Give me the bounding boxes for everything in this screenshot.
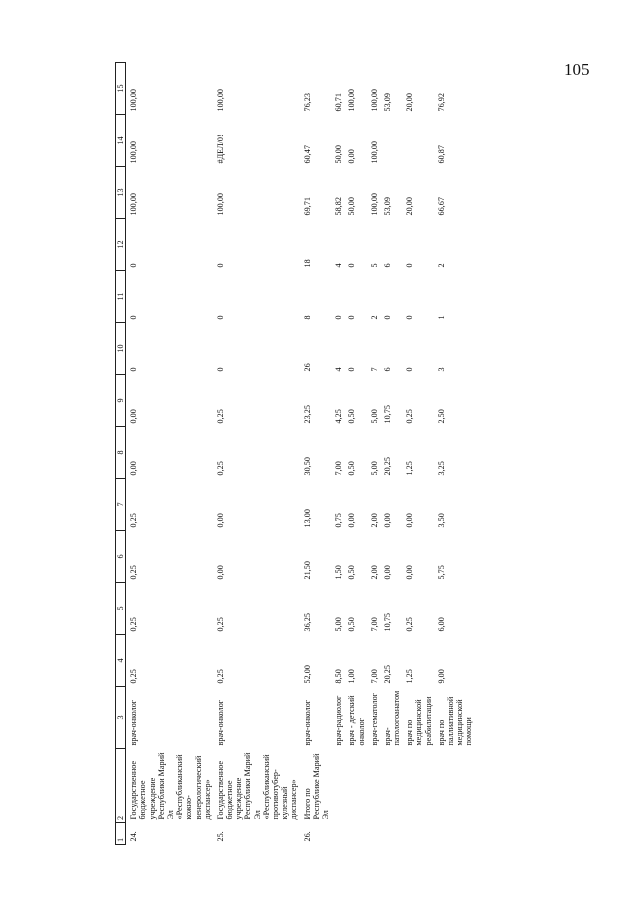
value-cell: 21,50 — [302, 561, 312, 580]
value-cell: 7,00 — [369, 669, 379, 684]
specialty-cell: врач по паллиативной медицинской помощи — [436, 696, 474, 746]
value-cell: 60,47 — [302, 145, 312, 164]
value-cell: 52,00 — [302, 665, 312, 684]
value-cell: 0,25 — [129, 669, 139, 684]
table-row — [402, 63, 434, 845]
value-cell: 0,25 — [215, 617, 225, 632]
table-row — [380, 63, 402, 845]
table-body — [126, 63, 475, 845]
header-cell: 6 — [116, 531, 126, 583]
value-cell: 20,25 — [382, 665, 392, 684]
organization-cell — [380, 749, 402, 823]
value-cell: 0,00 — [129, 409, 139, 424]
header-cell: 4 — [116, 635, 126, 687]
value-cell: 0,50 — [347, 409, 357, 424]
value-cell: 0,00 — [382, 565, 392, 580]
value-cell: 100,00 — [129, 192, 139, 216]
value-cell: 8 — [302, 315, 312, 320]
table-header-row — [116, 63, 126, 845]
value-cell — [402, 115, 434, 167]
value-cell: 76,23 — [302, 93, 312, 112]
value-cell: 100,00 — [215, 192, 225, 216]
value-cell: 5,75 — [436, 565, 446, 580]
organization-cell: Государственное бюджетное учреждение Республики Марий Эл «Республиканский противотубер-кулезный диспансер» — [215, 752, 299, 820]
value-cell: 0,50 — [347, 461, 357, 476]
value-cell: 10,75 — [382, 613, 392, 632]
value-cell: 100,00 — [369, 192, 379, 216]
value-cell: 1,50 — [334, 565, 344, 580]
value-cell: 0,00 — [405, 565, 415, 580]
value-cell: 53,09 — [382, 197, 392, 216]
value-cell: 13,00 — [302, 509, 312, 528]
row-number-cell — [380, 823, 402, 845]
value-cell: 0,25 — [405, 617, 415, 632]
value-cell: 0 — [215, 367, 225, 372]
value-cell: 5,00 — [369, 409, 379, 424]
value-cell: 5 — [369, 263, 379, 268]
value-cell: 100,00 — [215, 88, 225, 112]
row-number-cell — [331, 823, 344, 845]
value-cell — [380, 115, 402, 167]
value-cell: 18 — [302, 259, 312, 268]
value-cell: 10,75 — [382, 405, 392, 424]
value-cell: 2 — [436, 263, 446, 268]
value-cell: 0 — [129, 315, 139, 320]
value-cell: 0,25 — [129, 617, 139, 632]
value-cell: 20,00 — [405, 197, 415, 216]
value-cell: 0,50 — [347, 617, 357, 632]
staffing-table — [115, 62, 475, 845]
header-cell: 7 — [116, 479, 126, 531]
value-cell: 8,50 — [334, 669, 344, 684]
row-number-cell: 25. — [215, 831, 225, 842]
value-cell: 30,50 — [302, 457, 312, 476]
table-row — [213, 63, 300, 845]
value-cell: 0,75 — [334, 513, 344, 528]
value-cell: 26 — [302, 363, 312, 372]
value-cell: 0 — [129, 367, 139, 372]
value-cell: 0,50 — [347, 565, 357, 580]
header-cell: 13 — [116, 167, 126, 219]
value-cell: 0,25 — [129, 513, 139, 528]
value-cell: 0,25 — [129, 565, 139, 580]
organization-cell: Государственное бюджетное учреждение Республики Марий Эл «Республиканский кожно-венерологический диспансер» — [129, 752, 212, 820]
header-cell: 10 — [116, 323, 126, 375]
value-cell: 100,00 — [129, 140, 139, 164]
value-cell: 0,00 — [347, 513, 357, 528]
organization-cell — [344, 749, 366, 823]
specialty-cell: врач-патологоанатом — [382, 690, 402, 746]
value-cell: 0,00 — [215, 565, 225, 580]
value-cell: 2,50 — [436, 409, 446, 424]
specialty-cell: врач по медицинской реабилитации — [405, 696, 433, 746]
value-cell: 0,00 — [129, 461, 139, 476]
value-cell: 0 — [215, 315, 225, 320]
value-cell: 100,00 — [129, 88, 139, 112]
header-cell: 2 — [116, 749, 126, 823]
value-cell: 0,00 — [215, 513, 225, 528]
organization-cell — [434, 749, 475, 823]
value-cell: 0 — [334, 315, 344, 320]
table-row — [344, 63, 366, 845]
value-cell: 23,25 — [302, 405, 312, 424]
value-cell: 100,00 — [369, 140, 379, 164]
value-cell: 0 — [347, 367, 357, 372]
value-cell: 66,67 — [436, 197, 446, 216]
value-cell: 76,92 — [436, 93, 446, 112]
organization-cell — [367, 749, 380, 823]
row-number-cell: 26. — [302, 831, 312, 842]
value-cell: 60,87 — [436, 145, 446, 164]
organization-cell: Итого по Республике Марий Эл — [302, 753, 330, 820]
header-cell: 11 — [116, 271, 126, 323]
value-cell: 0,25 — [215, 461, 225, 476]
row-number-cell — [402, 823, 434, 845]
value-cell: 4 — [334, 367, 344, 372]
value-cell: 3 — [436, 367, 446, 372]
value-cell: 0,00 — [382, 513, 392, 528]
value-cell: 0,00 — [347, 149, 357, 164]
organization-cell — [402, 749, 434, 823]
value-cell: 4,25 — [334, 409, 344, 424]
value-cell: 6 — [382, 367, 392, 372]
value-cell: 6 — [382, 263, 392, 268]
rotated-table-container — [115, 63, 510, 845]
value-cell: 0 — [405, 315, 415, 320]
value-cell: 0,25 — [215, 669, 225, 684]
value-cell: 3,25 — [436, 461, 446, 476]
header-cell: 5 — [116, 583, 126, 635]
row-number-cell — [367, 823, 380, 845]
value-cell: 0 — [405, 367, 415, 372]
specialty-cell: врач-онколог — [302, 699, 312, 746]
header-cell: 14 — [116, 115, 126, 167]
value-cell: 4 — [334, 263, 344, 268]
specialty-cell: врач-онколог — [215, 699, 225, 746]
row-number-cell: 24. — [129, 831, 139, 842]
table-row — [331, 63, 344, 845]
value-cell: 0 — [347, 263, 357, 268]
value-cell: 100,00 — [369, 88, 379, 112]
value-cell: 1,25 — [405, 669, 415, 684]
organization-cell — [331, 749, 344, 823]
value-cell: 1 — [436, 315, 446, 320]
value-cell: 50,00 — [347, 197, 357, 216]
specialty-cell: врач-гематолог — [369, 692, 379, 746]
row-number-cell — [344, 823, 366, 845]
value-cell: 36,25 — [302, 613, 312, 632]
value-cell: 7 — [369, 367, 379, 372]
value-cell: 3,50 — [436, 513, 446, 528]
value-cell: 7,00 — [369, 617, 379, 632]
value-cell: 100,00 — [347, 88, 357, 112]
specialty-cell: врач - детский онколог — [347, 695, 366, 746]
header-cell: 3 — [116, 687, 126, 749]
value-cell: 0 — [215, 263, 225, 268]
header-cell: 15 — [116, 63, 126, 115]
specialty-cell: врач-радиолог — [334, 695, 344, 746]
row-number-cell — [434, 823, 475, 845]
page-number: 105 — [564, 60, 590, 79]
value-cell: 9,00 — [436, 669, 446, 684]
value-cell: #ДЕЛ/0! — [215, 134, 225, 164]
header-cell: 9 — [116, 375, 126, 427]
value-cell: 53,09 — [382, 93, 392, 112]
value-cell: 58,82 — [334, 197, 344, 216]
value-cell: 20,00 — [405, 93, 415, 112]
value-cell: 1,00 — [347, 669, 357, 684]
value-cell: 0,00 — [405, 513, 415, 528]
specialty-cell: врач-онколог — [129, 699, 139, 746]
value-cell: 50,00 — [334, 145, 344, 164]
table-row — [367, 63, 380, 845]
value-cell: 5,00 — [334, 617, 344, 632]
value-cell: 1,25 — [405, 461, 415, 476]
value-cell: 69,71 — [302, 197, 312, 216]
table-row — [126, 63, 213, 845]
header-cell: 8 — [116, 427, 126, 479]
table-row — [300, 63, 332, 845]
value-cell: 6,00 — [436, 617, 446, 632]
value-cell: 0 — [382, 315, 392, 320]
value-cell: 0 — [347, 315, 357, 320]
value-cell: 5,00 — [369, 461, 379, 476]
value-cell: 0 — [129, 263, 139, 268]
value-cell: 60,71 — [334, 93, 344, 112]
value-cell: 0 — [405, 263, 415, 268]
value-cell: 0,25 — [215, 409, 225, 424]
table-row — [434, 63, 475, 845]
value-cell: 0,25 — [405, 409, 415, 424]
header-cell: 1 — [116, 823, 126, 845]
value-cell: 20,25 — [382, 457, 392, 476]
value-cell: 2,00 — [369, 565, 379, 580]
value-cell: 7,00 — [334, 461, 344, 476]
value-cell: 2,00 — [369, 513, 379, 528]
value-cell: 2 — [369, 315, 379, 320]
header-cell: 12 — [116, 219, 126, 271]
